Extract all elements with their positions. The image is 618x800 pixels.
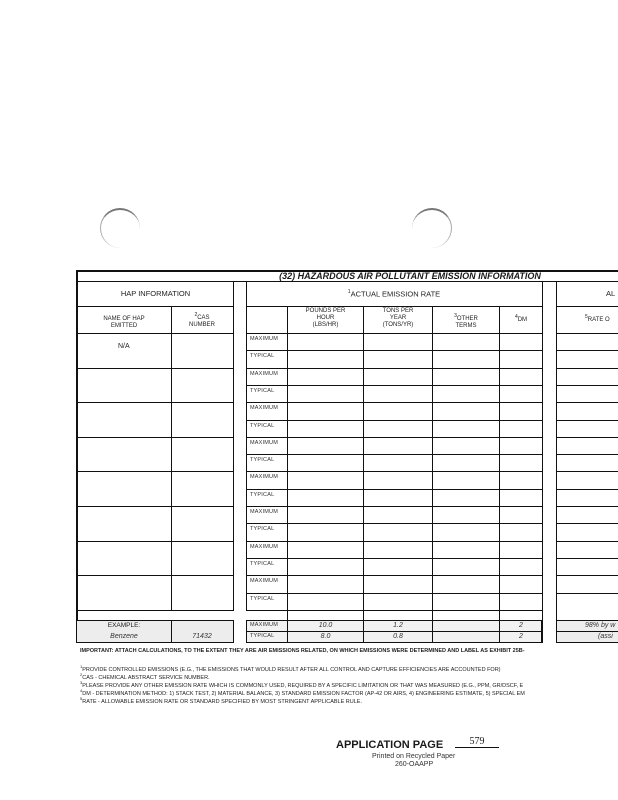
group-divider	[246, 471, 542, 472]
row-divider	[556, 350, 618, 351]
form-code: 260-OAAPP	[395, 761, 434, 768]
important-note: IMPORTANT: ATTACH CALCULATIONS, TO THE EXTENT THEY ARE AIR EMISSIONS RELATED, ON WHICH EMISSIONS WERE DETERMINED AND LABEL AS EXHIBIT 25B-	[80, 648, 525, 654]
group-divider	[76, 368, 234, 369]
col-header-dm: $^4$DM	[514, 314, 528, 323]
col-header-other-terms: $^3$OTHER TERMS	[454, 313, 478, 329]
row-label-typical: TYPICAL	[250, 387, 275, 394]
footnote-3: $^3$PLEASE PROVIDE ANY OTHER EMISSION RATE WHICH IS COMMONLY USED, REQUIRED BY A SPECIFIC LIMITATION OR THAT WAS MEASURED (E.G., PPM, GR/DSCF, E	[80, 680, 524, 689]
row-label-maximum: MAXIMUM	[250, 543, 278, 550]
group-divider	[556, 541, 618, 542]
group-divider	[556, 402, 618, 403]
example-max-tons: 1.2	[393, 622, 403, 629]
row-label-typical: TYPICAL	[250, 491, 275, 498]
col-header-pounds-per-hour: POUNDS PER HOUR (LBS/HR)	[305, 308, 346, 328]
col-header-name-of-hap: NAME OF HAP EMITTED	[103, 316, 145, 329]
example-hap-name: Benzene	[110, 633, 138, 640]
row-label-typical: TYPICAL	[250, 422, 275, 429]
row-divider	[246, 385, 542, 386]
example-typical-label: TYPICAL	[250, 633, 275, 639]
row-divider	[246, 350, 542, 351]
example-rate-partial-1: 98% by w	[585, 622, 616, 629]
example-max-lbs: 10.0	[318, 622, 333, 629]
example-typ-tons: 0.8	[393, 633, 403, 640]
hap-information-header: HAP INFORMATION	[120, 289, 191, 298]
row-divider	[246, 593, 542, 594]
row-divider	[556, 489, 618, 490]
footnote-5: $^5$RATE - ALLOWABLE EMISSION RATE OR STANDARD SPECIFIED BY MOST STRINGENT APPLICABLE RULE.	[80, 696, 362, 705]
first-hap-entry[interactable]: N/A	[118, 343, 130, 350]
group-divider	[76, 506, 234, 507]
actual-emission-rate-header	[248, 288, 540, 299]
footnote-1: $^1$PROVIDE CONTROLLED EMISSIONS (E.G., THE EMISSIONS THAT WOULD RESULT AFTER ALL CONTROL AND CAPTURE EFFICIENCIES ARE ACCOUNTED FOR)	[80, 664, 501, 673]
group-divider	[76, 541, 234, 542]
footnote-4: $^4$DM - DETERMINATION METHOD: 1) STACK TEST, 2) MATERIAL BALANCE, 3) STANDARD EMISSION FACTOR (AP-42 OR AIRS, 4) ENGINEERING ESTIMATE, 5) SPECIAL EM	[80, 688, 525, 697]
example-label: EXAMPLE:	[107, 622, 141, 629]
group-divider	[556, 575, 618, 576]
actual-emission-rate-label: ACTUAL EMISSION RATE	[350, 289, 441, 299]
row-label-maximum: MAXIMUM	[250, 405, 278, 412]
group-divider	[556, 368, 618, 369]
footnote-2: $^2$CAS - CHEMICAL ABSTRACT SERVICE NUMBER.	[80, 672, 210, 681]
application-page-label: APPLICATION PAGE	[336, 739, 444, 751]
group-divider	[246, 437, 542, 438]
row-label-typical: TYPICAL	[250, 457, 275, 464]
row-divider	[556, 523, 618, 524]
example-cas-number: 71432	[192, 633, 212, 640]
example-max-dm: 2	[519, 622, 523, 629]
example-maximum-label: MAXIMUM	[250, 622, 278, 628]
punch-hole-right	[412, 208, 452, 248]
row-label-typical: TYPICAL	[250, 560, 275, 567]
row-label-maximum: MAXIMUM	[250, 578, 278, 585]
row-label-maximum: MAXIMUM	[250, 336, 278, 342]
row-divider	[246, 558, 542, 559]
col-header-rate-partial: $^5$RATE O	[585, 314, 610, 323]
row-divider	[246, 454, 542, 455]
example-typ-dm: 2	[519, 633, 523, 640]
form-title: (32) HAZARDOUS AIR POLLUTANT EMISSION INFORMATION	[279, 271, 541, 281]
footnote-1-marker: 1	[347, 289, 351, 295]
group-divider	[76, 402, 234, 403]
group-divider	[246, 575, 542, 576]
row-divider	[556, 593, 618, 594]
group-divider	[246, 368, 542, 369]
row-label-maximum: MAXIMUM	[250, 370, 278, 377]
row-divider	[556, 558, 618, 559]
row-label-maximum: MAXIMUM	[250, 474, 278, 481]
group-divider	[76, 575, 234, 576]
row-label-typical: TYPICAL	[250, 595, 275, 602]
row-label-typical: TYPICAL	[250, 526, 275, 533]
group-divider	[246, 402, 542, 403]
row-label-maximum: MAXIMUM	[250, 439, 278, 446]
allowable-header-partial: AL	[606, 289, 616, 298]
row-divider	[246, 489, 542, 490]
group-divider	[556, 506, 618, 507]
recycled-paper-note: Printed on Recycled Paper	[372, 753, 456, 760]
group-divider	[246, 541, 542, 542]
col-header-cas-number: $^2$CAS NUMBER	[188, 312, 215, 328]
example-rate-partial-2: (assi	[598, 633, 613, 640]
col-header-tons-per-year: TONS PER YEAR (TONS/YR)	[382, 308, 414, 328]
row-divider	[556, 420, 618, 421]
row-label-typical: TYPICAL	[250, 353, 275, 360]
group-divider	[76, 437, 234, 438]
group-divider	[556, 471, 618, 472]
punch-hole-left	[100, 208, 140, 248]
row-divider	[556, 454, 618, 455]
group-divider	[556, 437, 618, 438]
application-page-number[interactable]: 579	[455, 736, 499, 748]
row-divider	[246, 420, 542, 421]
row-divider	[556, 385, 618, 386]
row-divider	[246, 523, 542, 524]
example-typ-lbs: 8.0	[320, 633, 331, 640]
row-label-maximum: MAXIMUM	[250, 509, 278, 515]
group-divider	[246, 506, 542, 507]
group-divider	[76, 471, 234, 472]
